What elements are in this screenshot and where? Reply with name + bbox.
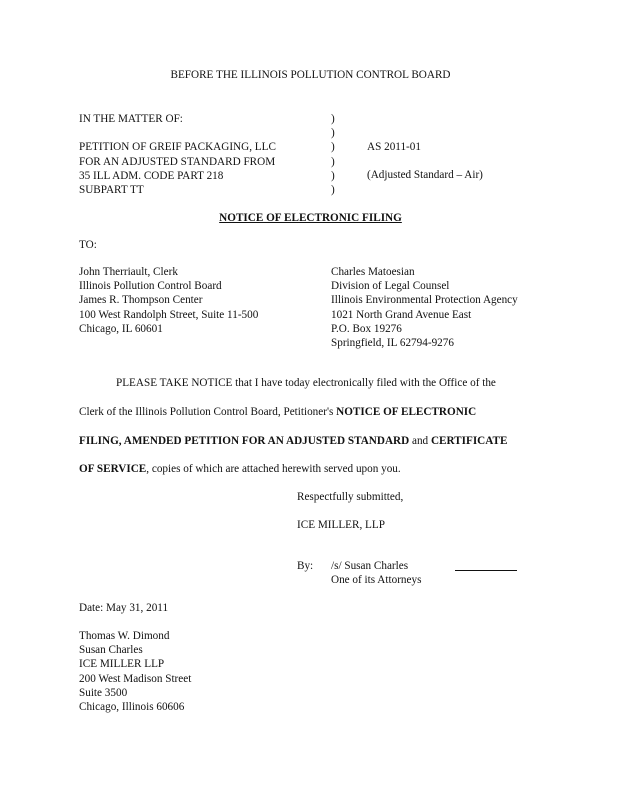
signature-line bbox=[455, 570, 517, 571]
attorney-line: Thomas W. Dimond bbox=[79, 630, 170, 642]
address-line: 100 West Randolph Street, Suite 11-500 bbox=[79, 308, 259, 321]
body-bold-text: NOTICE OF ELECTRONIC bbox=[336, 406, 477, 418]
caption-paren: ) bbox=[331, 127, 335, 140]
signer-name: /s/ Susan Charles bbox=[331, 560, 409, 572]
address-line: Charles Matoesian bbox=[331, 266, 415, 278]
address-line: Illinois Environmental Protection Agency bbox=[331, 294, 518, 307]
closing: Respectfully submitted, bbox=[297, 491, 404, 503]
caption-line bbox=[79, 126, 276, 140]
attorney-line: ICE MILLER LLP bbox=[79, 658, 165, 671]
address-line: Illinois Pollution Control Board bbox=[79, 280, 222, 293]
address-line: P.O. Box 19276 bbox=[331, 322, 402, 335]
date-line: Date: May 31, 2011 bbox=[79, 602, 169, 614]
caption-line: IN THE MATTER OF: bbox=[79, 113, 183, 125]
caption-paren: ) bbox=[331, 113, 335, 125]
body-text: Clerk of the Illinois Pollution Control Board, Petitioner's bbox=[79, 406, 337, 418]
case-type: (Adjusted Standard – Air) bbox=[367, 169, 483, 181]
caption-paren: ) bbox=[331, 141, 335, 154]
recipient-clerk bbox=[79, 265, 258, 336]
address-line: Springfield, IL 62794-9276 bbox=[331, 337, 454, 350]
caption-paren: ) bbox=[331, 184, 335, 197]
address-line: James R. Thompson Center bbox=[79, 294, 203, 307]
attorney-line: Chicago, Illinois 60606 bbox=[79, 701, 185, 714]
body-line-1: PLEASE TAKE NOTICE that I have today electronically filed with the Office of the bbox=[116, 377, 496, 389]
caption-paren: ) bbox=[331, 155, 335, 168]
notice-title: NOTICE OF ELECTRONIC FILING bbox=[219, 212, 402, 224]
address-line: Chicago, IL 60601 bbox=[79, 322, 163, 335]
address-line: 1021 North Grand Avenue East bbox=[331, 308, 472, 321]
caption-parens bbox=[331, 112, 335, 197]
body-bold-text: FILING, AMENDED PETITION FOR AN ADJUSTED STANDARD bbox=[79, 435, 410, 447]
address-line: John Therriault, Clerk bbox=[79, 266, 178, 278]
body-line-3 bbox=[79, 434, 507, 448]
caption-line: FOR AN ADJUSTED STANDARD FROM bbox=[79, 155, 276, 168]
attorney-line: 200 West Madison Street bbox=[79, 672, 192, 685]
body-text: and bbox=[409, 435, 431, 447]
firm-name: ICE MILLER, LLP bbox=[297, 519, 385, 531]
attorney-line: Susan Charles bbox=[79, 644, 143, 657]
attorney-block bbox=[79, 629, 191, 714]
by-label: By: bbox=[297, 560, 314, 572]
caption-paren: ) bbox=[331, 169, 335, 182]
caption-line: SUBPART TT bbox=[79, 184, 144, 197]
body-bold-text: CERTIFICATE bbox=[430, 435, 508, 447]
body-text: , copies of which are attached herewith served upon you. bbox=[146, 463, 401, 475]
case-number: AS 2011-01 bbox=[367, 141, 421, 153]
caption-line: PETITION OF GREIF PACKAGING, LLC bbox=[79, 141, 276, 154]
caption-left bbox=[79, 112, 276, 197]
recipient-epa bbox=[331, 265, 518, 350]
to-label: TO: bbox=[79, 239, 97, 251]
attorney-line: Suite 3500 bbox=[79, 686, 128, 699]
body-line-4 bbox=[79, 462, 401, 476]
address-line: Division of Legal Counsel bbox=[331, 280, 450, 293]
signer-role: One of its Attorneys bbox=[331, 574, 422, 586]
board-title: BEFORE THE ILLINOIS POLLUTION CONTROL BOARD bbox=[170, 69, 451, 81]
body-line-2 bbox=[79, 405, 476, 419]
caption-line: 35 ILL ADM. CODE PART 218 bbox=[79, 169, 224, 182]
body-bold-text: OF SERVICE bbox=[79, 463, 147, 475]
